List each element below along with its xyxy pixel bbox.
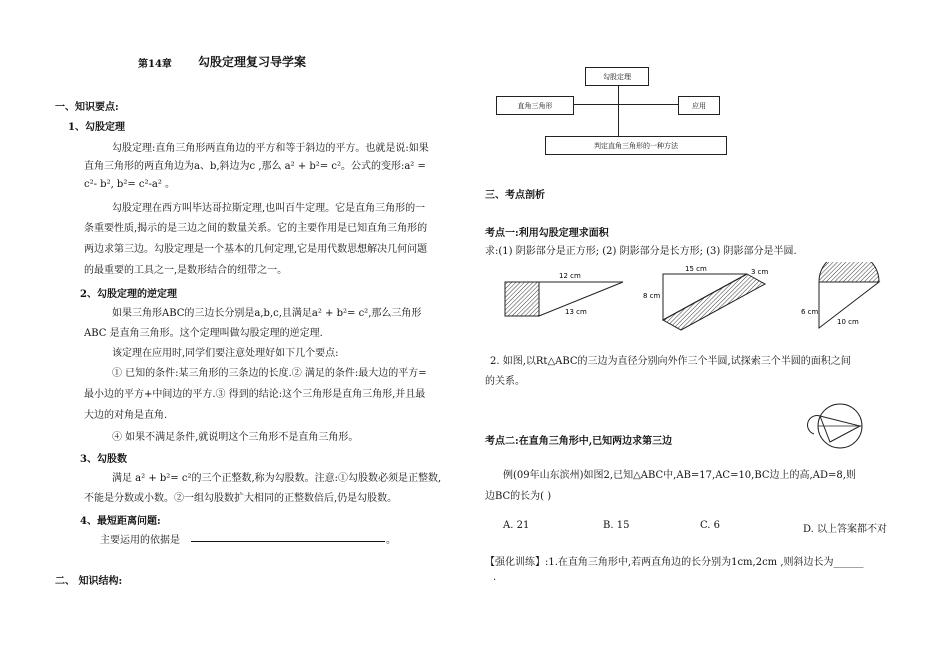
fig3-label-hyp: 10 cm bbox=[837, 318, 859, 326]
s2-heading: 2、勾股定理的逆定理 bbox=[80, 289, 177, 300]
section1-heading: 一、知识要点: bbox=[55, 102, 119, 113]
diagram-node-determination: 判定直角三角形的一种方法 bbox=[545, 136, 727, 155]
s1-p2a: 直角三角形的两直角边为a、b,斜边为c ,那么 a² + b²= c²。公式的变形:a² = bbox=[84, 161, 426, 172]
s1-p5: 两边求第三边。勾股定理是一个基本的几何定理,它是用代数思想解决几何问题 bbox=[84, 244, 428, 255]
diagram-node-theorem: 勾股定理 bbox=[585, 67, 649, 86]
s1-p2b: c²- b², b²= c²-a² 。 bbox=[84, 179, 176, 190]
k2-example-line2: 边BC的长为( ) bbox=[485, 491, 552, 502]
figure-rectangle bbox=[643, 265, 769, 330]
drill-end: . bbox=[493, 572, 497, 583]
s2-p3: 该定理在应用时,同学们要注意处理好如下几个要点: bbox=[112, 348, 339, 359]
k2-option-b: B. 15 bbox=[603, 520, 630, 531]
s1-heading: 1、勾股定理 bbox=[68, 122, 125, 133]
s3-p1: 满足 a² + b²= c²的三个正整数,称为勾股数。注意:①勾股数必须是正整数, bbox=[112, 473, 442, 484]
s2-p1: 如果三角形ABC的三边长分别是a,b,c,且满足a² + b²= c²,那么三角形 bbox=[112, 308, 422, 319]
drill-text: 【强化训练】:1.在直角三角形中,若两直角边的长分别为1cm,2cm ,则斜边长为______ bbox=[485, 557, 864, 568]
k1-q2-line1: 2. 如图,以Rt△ABC的三边为直径分别向外作三个半圆,试探索三个半圆的面积之间 bbox=[490, 356, 851, 367]
k1-heading: 考点一:利用勾股定理求面积 bbox=[485, 228, 609, 239]
k2-option-a: A. 21 bbox=[503, 520, 530, 531]
section2-heading: 二、 知识结构: bbox=[55, 576, 123, 587]
s2-p5: 最小边的平方+中间边的平方.③ 得到的结论:这个三角形是直角三角形,并且最 bbox=[84, 389, 426, 400]
k2-option-c: C. 6 bbox=[700, 520, 721, 531]
s1-p6: 的最重要的工具之一,是数形结合的纽带之一。 bbox=[84, 265, 288, 276]
fig1-label-hyp: 13 cm bbox=[565, 308, 587, 316]
figure-semicircle bbox=[801, 262, 879, 328]
semicircle-figure bbox=[806, 400, 868, 450]
s2-p6: 大边的对角是直角. bbox=[84, 410, 168, 421]
s1-p1: 勾股定理:直角三角形两直角边的平方和等于斜边的平方。也就是说:如果 bbox=[112, 143, 429, 154]
fig2-label-right: 3 cm bbox=[751, 268, 769, 276]
s3-heading: 3、勾股数 bbox=[80, 454, 127, 465]
k1-q2-line2: 的关系。 bbox=[485, 376, 525, 387]
fig1-label-top: 12 cm bbox=[559, 272, 581, 280]
s1-p3: 勾股定理在西方叫毕达哥拉斯定理,也叫百牛定理。它是直角三角形的一 bbox=[112, 203, 426, 214]
s4-heading: 4、最短距离问题: bbox=[80, 516, 161, 527]
s4-p1-end: 。 bbox=[386, 535, 396, 546]
k1-ask: 求:(1) 阴影部分是正方形; (2) 阴影部分是长方形; (3) 阴影部分是半圆. bbox=[485, 246, 797, 257]
answer-blank-line bbox=[191, 541, 385, 542]
s2-p4: ① 已知的条件:某三角形的三条边的长度.② 满足的条件:最大边的平方= bbox=[112, 368, 427, 379]
s1-p4: 条重要性质,揭示的是三边之间的数量关系。它的主要作用是已知直角三角形的 bbox=[84, 223, 428, 234]
page-title: 勾股定理复习导学案 bbox=[198, 55, 307, 69]
s2-p7: ④ 如果不满足条件,就说明这个三角形不是直角三角形。 bbox=[112, 432, 359, 443]
area-figures bbox=[485, 262, 895, 342]
diagram-node-application: 应用 bbox=[678, 96, 720, 115]
s4-p1: 主要运用的依据是 bbox=[100, 535, 180, 546]
fig2-label-left: 8 cm bbox=[643, 292, 661, 300]
figure-square bbox=[505, 272, 623, 316]
s2-p2: ABC 是直角三角形。这个定理叫做勾股定理的逆定理. bbox=[84, 328, 323, 339]
diagram-connector-vertical bbox=[618, 85, 619, 136]
fig3-label-left: 6 cm bbox=[801, 308, 819, 316]
fig2-label-top: 15 cm bbox=[685, 265, 707, 273]
k2-option-d: D. 以上答案都不对 bbox=[803, 524, 888, 535]
k2-heading: 考点二:在直角三角形中,已知两边求第三边 bbox=[485, 436, 673, 447]
diagram-node-right-triangle: 直角三角形 bbox=[496, 96, 574, 115]
diagram-connector-horizontal bbox=[573, 104, 678, 105]
s3-p2: 不能是分数或小数。②一组勾股数扩大相同的正整数倍后,仍是勾股数。 bbox=[84, 493, 398, 504]
k2-example-line1: 例(09年山东滨州)如图2,已知△ABC中,AB=17,AC=10,BC边上的高,AD=8,则 bbox=[503, 470, 856, 481]
chapter-label: 第14章 bbox=[138, 59, 172, 70]
section3-heading: 三、考点剖析 bbox=[485, 190, 545, 201]
